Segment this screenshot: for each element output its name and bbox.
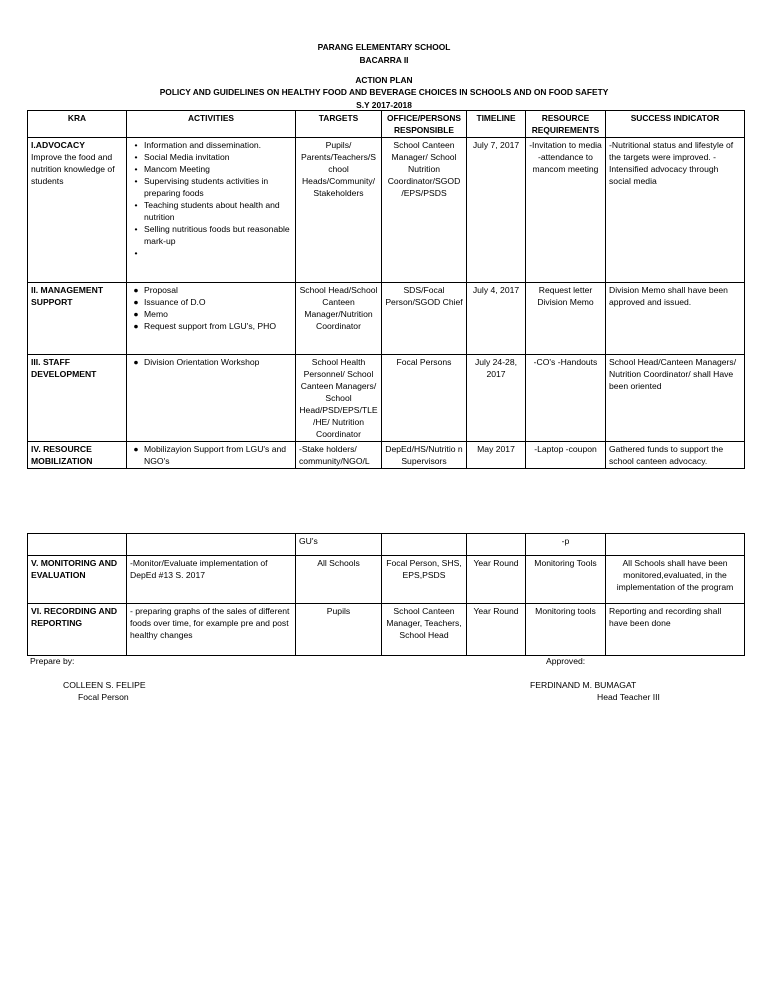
office-cell: School Canteen Manager, Teachers, School Head [382,604,467,656]
bullet-icon: • [134,248,138,258]
list-item: ● Mobilizayion Support from LGU's and NGO's [144,443,292,467]
bullet-icon: ● [133,357,139,367]
list-item: • Social Media invitation [144,151,292,163]
document-type: ACTION PLAN [355,75,413,85]
action-plan-table [27,110,745,469]
resource-cell: -Invitation to media -attendance to mancom meeting [526,138,606,283]
office-cell: Focal Person, SHS, EPS,PSDS [382,556,467,604]
office-cell: DepEd/HS/Nutritio n Supervisors [382,442,467,469]
targets-cell: All Schools [296,556,382,604]
col-header-indicator: SUCCESS INDICATOR [606,111,745,138]
targets-cell: Pupils/ Parents/Teachers/S chool Heads/Community/ Stakeholders [296,138,382,283]
indicator-cell: -Nutritional status and lifestyle of the targets were improved. -Intensified advocacy through social media [606,138,745,283]
activities-cell [127,355,296,442]
approved-label: Approved: [546,656,586,666]
bullet-icon: • [134,140,138,150]
col-header-kra: KRA [28,111,127,138]
kra-cell: II. MANAGEMENT SUPPORT [28,283,127,355]
approver-name: FERDINAND M. BUMAGAT [530,680,637,690]
col-header-office: OFFICE/PERSONS RESPONSIBLE [382,111,467,138]
activities-list [130,139,292,259]
indicator-cell: All Schools shall have been monitored,evaluated, in the implementation of the program [606,556,745,604]
resource-cell: -Laptop -coupon [526,442,606,469]
indicator-cell: Reporting and recording shall have been done [606,604,745,656]
school-name: PARANG ELEMENTARY SCHOOL [317,42,451,52]
office-cell: School Canteen Manager/ School Nutrition Coordinator/SGOD /EPS/PSDS [382,138,467,283]
activities-list [130,284,292,332]
kra-cell: III. STAFF DEVELOPMENT [28,355,127,442]
col-header-targets: TARGETS [296,111,382,138]
activities-list [130,356,292,368]
kra-cell [28,138,127,283]
bullet-icon: • [134,152,138,162]
timeline-cell: Year Round [467,556,526,604]
policy-title: POLICY AND GUIDELINES ON HEALTHY FOOD AND BEVERAGE CHOICES IN SCHOOLS AND ON FOOD SAFETY [159,87,609,97]
targets-cell: Pupils [296,604,382,656]
activities-cell [127,283,296,355]
bullet-icon: ● [133,444,139,454]
list-item: ● Proposal [144,284,292,296]
targets-cell: GU's [296,534,382,556]
office-cell: SDS/Focal Person/SGOD Chief [382,283,467,355]
list-item [134,247,292,259]
list-item: • Mancom Meeting [144,163,292,175]
action-plan-table-continued [27,533,745,656]
activities-list [130,443,292,467]
list-item: ● Request support from LGU's, PHO [144,320,292,332]
district-name: BACARRA II [359,55,409,65]
table-header-row [28,111,745,138]
activities-cell: - preparing graphs of the sales of different foods over time, for example pre and post healthy changes [127,604,296,656]
col-header-timeline: TIMELINE [467,111,526,138]
bullet-icon: • [134,164,138,174]
list-item: • Supervising students activities in preparing foods [144,175,292,199]
kra-cell: V. MONITORING AND EVALUATION [28,556,127,604]
bullet-icon: ● [133,297,139,307]
col-header-resource: RESOURCE REQUIREMENTS [526,111,606,138]
list-item: ● Memo [144,308,292,320]
preparer-name: COLLEEN S. FELIPE [63,680,146,690]
activities-cell [127,442,296,469]
resource-cell: Monitoring Tools [526,556,606,604]
bullet-icon: ● [133,309,139,319]
table-row [28,442,745,469]
table-row [28,283,745,355]
bullet-icon: ● [133,285,139,295]
bullet-icon: ● [133,321,139,331]
kra-title: I.ADVOCACY [31,140,85,150]
table-row [28,556,745,604]
office-cell: Focal Persons [382,355,467,442]
resource-cell: Request letter Division Memo [526,283,606,355]
timeline-cell: July 7, 2017 [467,138,526,283]
timeline-cell: May 2017 [467,442,526,469]
list-item: • Selling nutritious foods but reasonable mark-up [144,223,292,247]
resource-cell: -p [526,534,606,556]
activities-cell: -Monitor/Evaluate implementation of DepEd #13 S. 2017 [127,556,296,604]
bullet-icon: • [134,200,138,210]
approver-title: Head Teacher III [597,692,660,702]
table-row [28,138,745,283]
kra-description: Improve the food and nutrition knowledge of students [31,152,115,186]
list-item: • Information and dissemination. [144,139,292,151]
continuation-row [28,534,745,556]
list-item: ● Issuance of D.O [144,296,292,308]
kra-cell: IV. RESOURCE MOBILIZATION [28,442,127,469]
col-header-activities: ACTIVITIES [127,111,296,138]
indicator-cell: Division Memo shall have been approved and issued. [606,283,745,355]
prepared-by-label: Prepare by: [30,656,75,666]
targets-cell: School Health Personnel/ School Canteen Managers/ School Head/PSD/EPS/TLE /HE/ Nutrition Coordinator [296,355,382,442]
preparer-title: Focal Person [78,692,129,702]
list-item: • Teaching students about health and nutrition [144,199,292,223]
targets-cell: -Stake holders/ community/NGO/L [296,442,382,469]
bullet-icon: • [134,176,138,186]
resource-cell: -CO's -Handouts [526,355,606,442]
timeline-cell: July 24-28, 2017 [467,355,526,442]
bullet-icon: • [134,224,138,234]
table-row [28,355,745,442]
kra-cell: VI. RECORDING AND REPORTING [28,604,127,656]
timeline-cell: Year Round [467,604,526,656]
targets-cell: School Head/School Canteen Manager/Nutrition Coordinator [296,283,382,355]
list-item: ● Division Orientation Workshop [144,356,292,368]
indicator-cell: School Head/Canteen Managers/ Nutrition Coordinator/ shall Have been oriented [606,355,745,442]
indicator-cell: Gathered funds to support the school canteen advocacy. [606,442,745,469]
resource-cell: Monitoring tools [526,604,606,656]
school-year: S.Y 2017-2018 [356,100,412,110]
activities-cell [127,138,296,283]
timeline-cell: July 4, 2017 [467,283,526,355]
table-row [28,604,745,656]
